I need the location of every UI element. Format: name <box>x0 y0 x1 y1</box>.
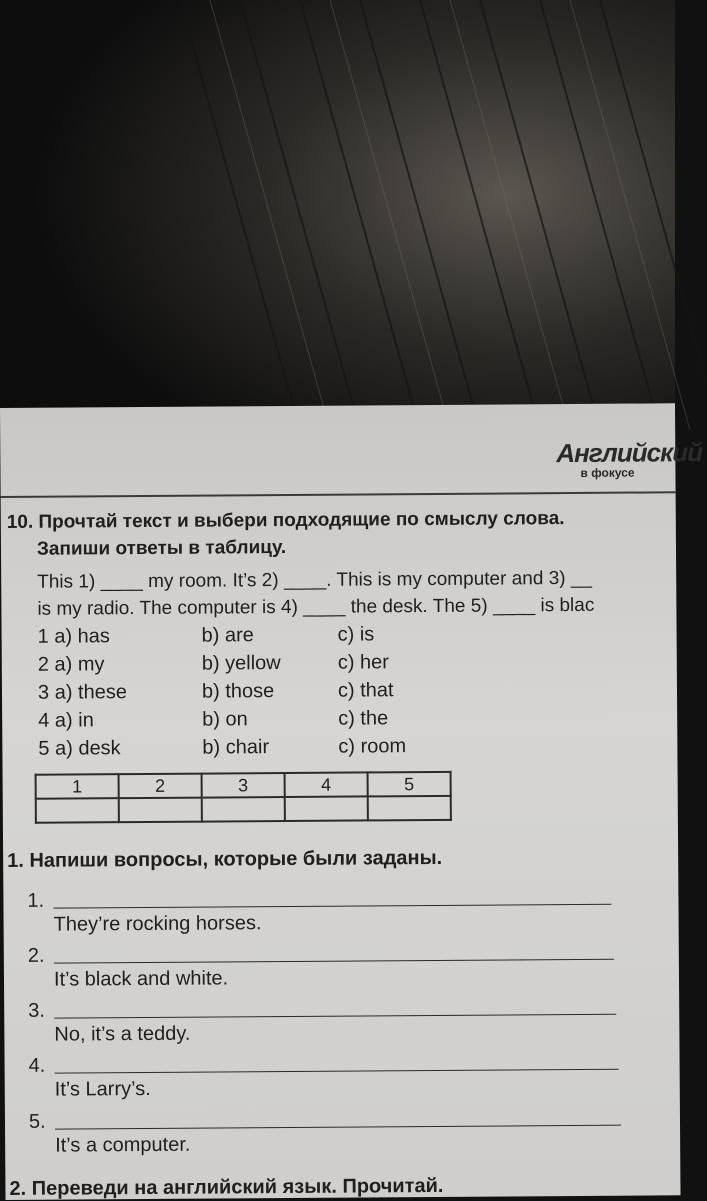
answer-cell[interactable] <box>36 798 119 823</box>
option-c: c) the <box>338 707 389 730</box>
answer-table-header: 4 <box>285 772 368 797</box>
option-b: b) yellow <box>201 652 281 675</box>
answer-table-header: 5 <box>368 772 451 797</box>
question-number: 4. <box>28 1054 46 1077</box>
option-a: 1 a) has <box>37 625 110 648</box>
question-answer-line[interactable] <box>54 1014 616 1019</box>
task10-text-line: This 1) ____ my room. It’s 2) ____. This is my computer and 3) __ <box>37 567 593 593</box>
task10-title-line2: Запиши ответы в таблицу. <box>36 537 287 560</box>
option-b: b) chair <box>202 736 270 759</box>
question-answer-line[interactable] <box>55 1125 621 1130</box>
given-answer: No, it’s a teddy. <box>54 1022 191 1046</box>
question-number: 2. <box>27 944 45 967</box>
task12-title: 2. Переведи на английский язык. Прочитай. <box>9 1174 444 1200</box>
option-c: c) is <box>337 623 375 646</box>
answer-cell[interactable] <box>202 797 285 822</box>
header-rule <box>1 491 676 498</box>
task11-title: 1. Напиши вопросы, которые были заданы. <box>7 846 443 872</box>
given-answer: They’re rocking horses. <box>53 912 262 936</box>
answer-table-header: 2 <box>119 774 202 799</box>
answer-cell[interactable] <box>285 796 368 821</box>
option-b: b) those <box>201 680 275 703</box>
option-a: 5 a) desk <box>38 737 121 760</box>
option-b: b) on <box>202 708 248 731</box>
task10-title: 10. Прочтай текст и выбери подходящие по смыслу слова. <box>6 508 565 533</box>
option-c: c) room <box>338 735 407 758</box>
question-answer-line[interactable] <box>53 904 611 909</box>
question-number: 1. <box>27 889 45 912</box>
given-answer: It’s a computer. <box>55 1133 191 1157</box>
option-a: 2 a) my <box>37 653 105 676</box>
answer-cell[interactable] <box>119 798 202 823</box>
answer-table-answer-row <box>36 796 451 823</box>
logo-title: Английский <box>556 437 703 469</box>
option-a: 3 a) these <box>37 681 128 704</box>
question-number: 3. <box>28 999 45 1022</box>
given-answer: It’s Larry’s. <box>54 1077 151 1101</box>
option-c: c) that <box>337 679 394 702</box>
question-number: 5. <box>28 1110 46 1133</box>
option-b: b) are <box>201 624 254 647</box>
given-answer: It’s black and white. <box>53 967 229 991</box>
task10-text-line: is my radio. The computer is 4) ____ the desk. The 5) ____ is blac <box>37 594 595 620</box>
answer-cell[interactable] <box>368 796 451 821</box>
answer-table-header: 1 <box>36 774 119 799</box>
answer-table-header: 3 <box>202 773 285 798</box>
wooden-desk-background <box>0 0 675 430</box>
option-a: 4 a) in <box>38 709 94 732</box>
question-answer-line[interactable] <box>54 959 614 964</box>
answer-table <box>35 771 452 824</box>
logo-subtitle: в фокусе <box>580 465 635 480</box>
answer-table-header-row <box>36 772 451 799</box>
workbook-page <box>0 403 703 1200</box>
option-c: c) her <box>337 651 389 674</box>
question-answer-line[interactable] <box>55 1069 619 1074</box>
